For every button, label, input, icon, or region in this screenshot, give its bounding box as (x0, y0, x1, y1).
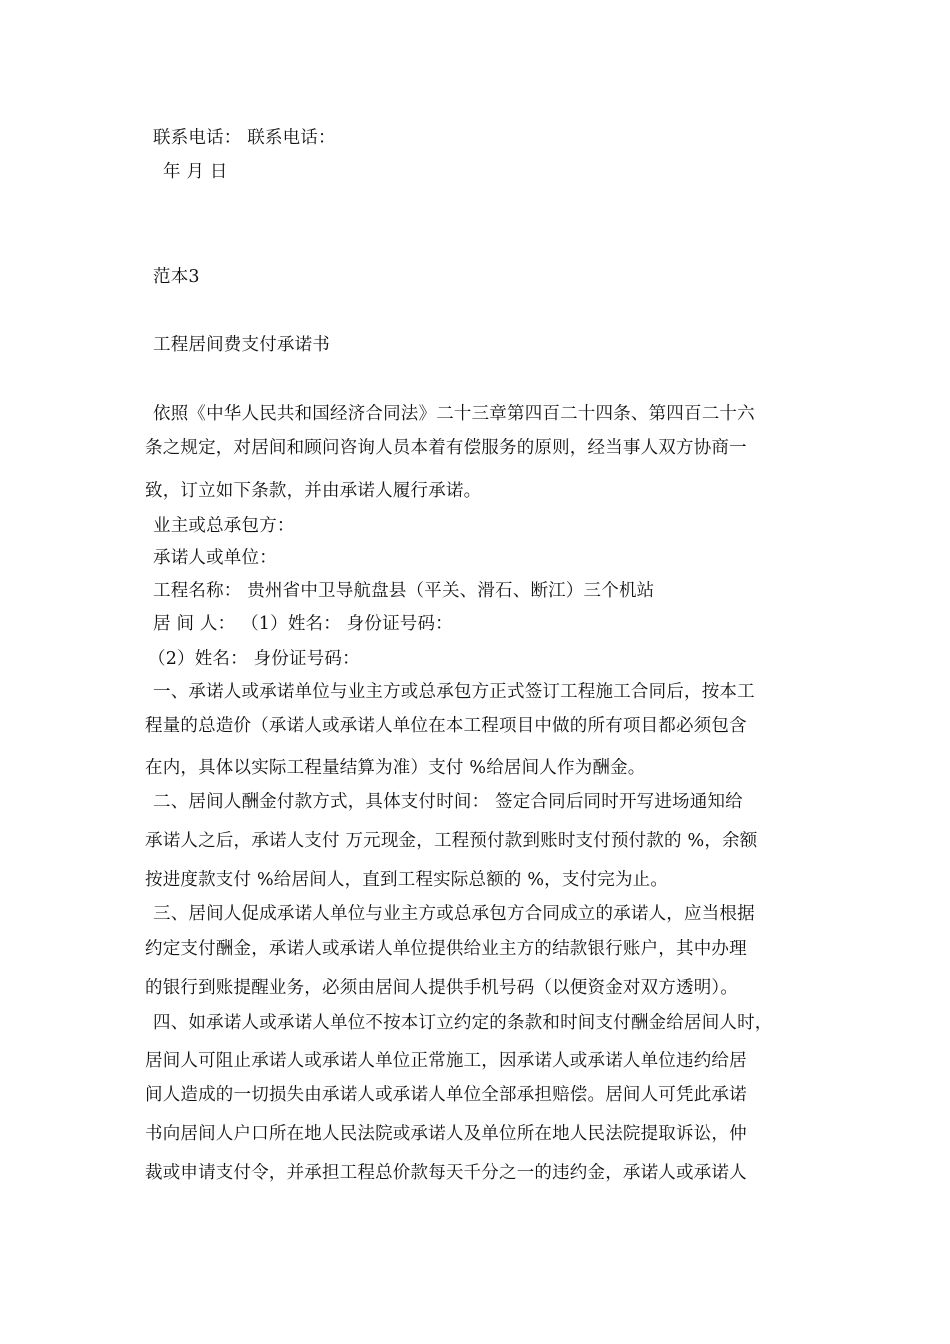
contact-phone-line: 联系电话： 联系电话： (153, 128, 336, 148)
clause-4-line-2: 居间人可阻止承诺人或承诺人单位正常施工，因承诺人或承诺人单位违约给居 (145, 1051, 747, 1071)
clause-4-line-4: 书向居间人户口所在地人民法院或承诺人及单位所在地人民法院提取诉讼，仲 (145, 1124, 747, 1144)
clause-3-line-2: 约定支付酬金，承诺人或承诺人单位提供给业主方的结款银行账户，其中办理 (145, 939, 747, 959)
clause-1-line-2: 程量的总造价（承诺人或承诺人单位在本工程项目中做的所有项目都必须包含 (145, 716, 747, 736)
field-project-name: 工程名称： 贵州省中卫导航盘县（平关、滑石、断江）三个机站 (153, 581, 655, 601)
clause-4-line-1: 四、如承诺人或承诺人单位不按本订立约定的条款和时间支付酬金给居间人时， (153, 1013, 773, 1033)
field-intermediary-2: （2）姓名： 身份证号码： (148, 649, 360, 669)
field-promisor: 承诺人或单位： (153, 548, 277, 568)
date-line: 年 月 日 (163, 162, 228, 182)
clause-2-line-1: 二、居间人酬金付款方式，具体支付时间： 签定合同后同时开写进场通知给 (153, 792, 743, 812)
clause-2-line-3: 按进度款支付 %给居间人，直到工程实际总额的 %，支付完为止。 (145, 870, 669, 890)
clause-4-line-3: 间人造成的一切损失由承诺人或承诺人单位全部承担赔偿。居间人可凭此承诺 (145, 1085, 747, 1105)
document-title: 工程居间费支付承诺书 (153, 335, 330, 355)
intro-line-3: 致，订立如下条款，并由承诺人履行承诺。 (145, 481, 482, 501)
intro-line-1: 依照《中华人民共和国经济合同法》二十三章第四百二十四条、第四百二十六 (153, 404, 755, 424)
clause-4-line-5: 裁或申请支付令，并承担工程总价款每天千分之一的违约金，承诺人或承诺人 (145, 1163, 747, 1183)
clause-1-line-1: 一、承诺人或承诺单位与业主方或总承包方正式签订工程施工合同后，按本工 (153, 682, 755, 702)
clause-2-line-2: 承诺人之后，承诺人支付 万元现金，工程预付款到账时支付预付款的 %，余额 (145, 831, 758, 851)
field-owner: 业主或总承包方： (153, 516, 295, 536)
field-intermediary-1: 居 间 人： （1）姓名： 身份证号码： (153, 614, 453, 634)
clause-3-line-1: 三、居间人促成承诺人单位与业主方或总承包方合同成立的承诺人，应当根据 (153, 904, 755, 924)
clause-1-line-3: 在内，具体以实际工程量结算为准）支付 %给居间人作为酬金。 (145, 758, 646, 778)
sample-label: 范本3 (153, 267, 200, 287)
intro-line-2: 条之规定，对居间和顾问咨询人员本着有偿服务的原则，经当事人双方协商一 (145, 438, 747, 458)
clause-3-line-3: 的银行到账提醒业务，必须由居间人提供手机号码（以便资金对双方透明）。 (145, 978, 739, 998)
